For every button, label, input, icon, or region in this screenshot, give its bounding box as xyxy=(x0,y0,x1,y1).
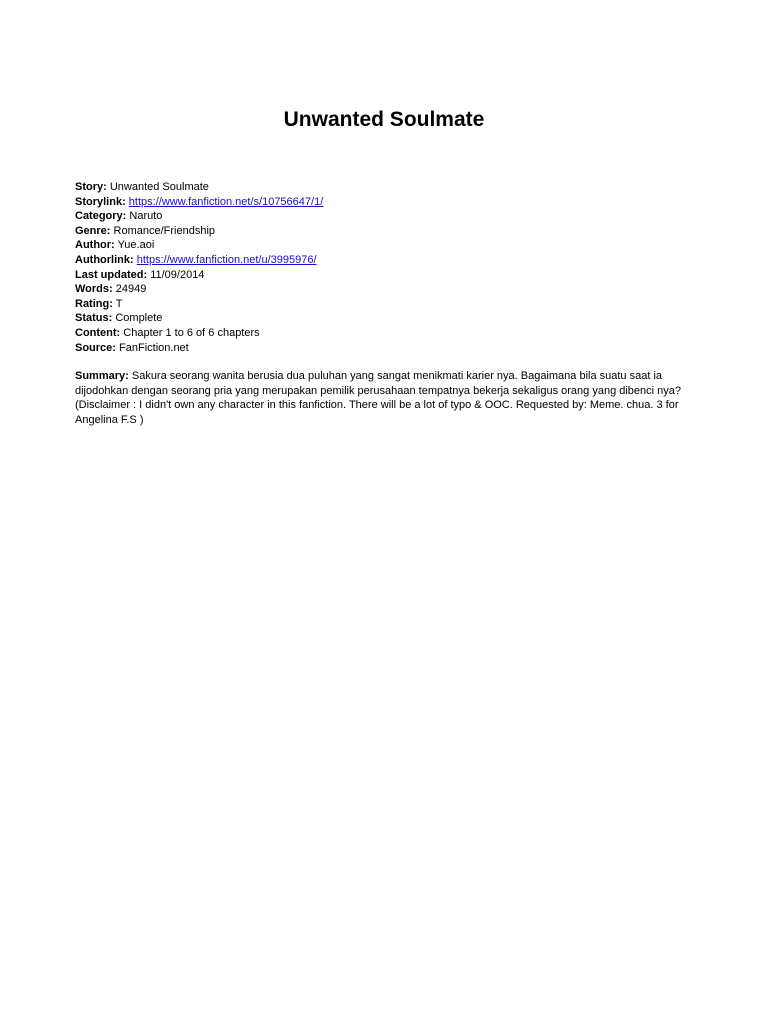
meta-label: Category: xyxy=(75,210,127,223)
meta-label: Content: xyxy=(75,326,121,339)
meta-value: Naruto xyxy=(129,210,163,223)
meta-words xyxy=(75,282,695,297)
meta-value: Unwanted Soulmate xyxy=(109,181,209,193)
meta-rating xyxy=(75,297,695,312)
storylink-link[interactable]: https://www.fanfiction.net/s/10756647/1/ xyxy=(128,195,324,208)
meta-value: T xyxy=(115,297,123,310)
meta-authorlink xyxy=(75,253,695,268)
meta-value: Chapter 1 to 6 of 6 chapters xyxy=(123,326,260,339)
meta-value: FanFiction.net xyxy=(119,341,189,354)
meta-last-updated xyxy=(75,268,695,283)
meta-label: Source: xyxy=(75,341,116,354)
meta-storylink xyxy=(75,195,695,210)
meta-value: Yue.aoi xyxy=(117,239,155,252)
meta-label: Genre: xyxy=(75,224,111,237)
summary-label: Summary: xyxy=(75,370,129,382)
meta-status xyxy=(75,311,695,326)
meta-source xyxy=(75,341,695,356)
meta-label: Story: xyxy=(75,181,107,193)
meta-genre xyxy=(75,224,695,239)
meta-label: Status: xyxy=(75,312,113,325)
meta-content xyxy=(75,326,695,341)
summary-text: Sakura seorang wanita berusia dua puluhan yang sangat menikmati karier nya. Bagaimana bila suatu saat ia dijodohkan dengan seorang pria yang merupakan pemilik perusahaan tempatnya bekerja sekaligus orang yang dibenci nya? (Disclaimer : I didn't own any character in this fanfiction. There will be a lot of typo & OOC. Requested by: Meme. chua. 3 for Angelina F.S ) xyxy=(75,370,682,426)
meta-label: Storylink: xyxy=(75,195,126,208)
story-metadata xyxy=(75,180,695,355)
meta-author xyxy=(75,238,695,253)
meta-label: Last updated: xyxy=(75,268,148,281)
meta-story xyxy=(75,180,695,195)
meta-value: Romance/Friendship xyxy=(113,224,216,237)
meta-label: Rating: xyxy=(75,297,113,310)
meta-value: 24949 xyxy=(115,283,147,296)
meta-label: Author: xyxy=(75,239,115,252)
document-title: Unwanted Soulmate xyxy=(283,108,485,131)
meta-label: Words: xyxy=(75,283,113,296)
meta-value: Complete xyxy=(115,312,163,325)
authorlink-link[interactable]: https://www.fanfiction.net/u/3995976/ xyxy=(136,253,317,266)
story-summary xyxy=(75,369,693,427)
meta-category xyxy=(75,209,695,224)
meta-value: 11/09/2014 xyxy=(150,268,205,281)
meta-label: Authorlink: xyxy=(75,253,134,266)
